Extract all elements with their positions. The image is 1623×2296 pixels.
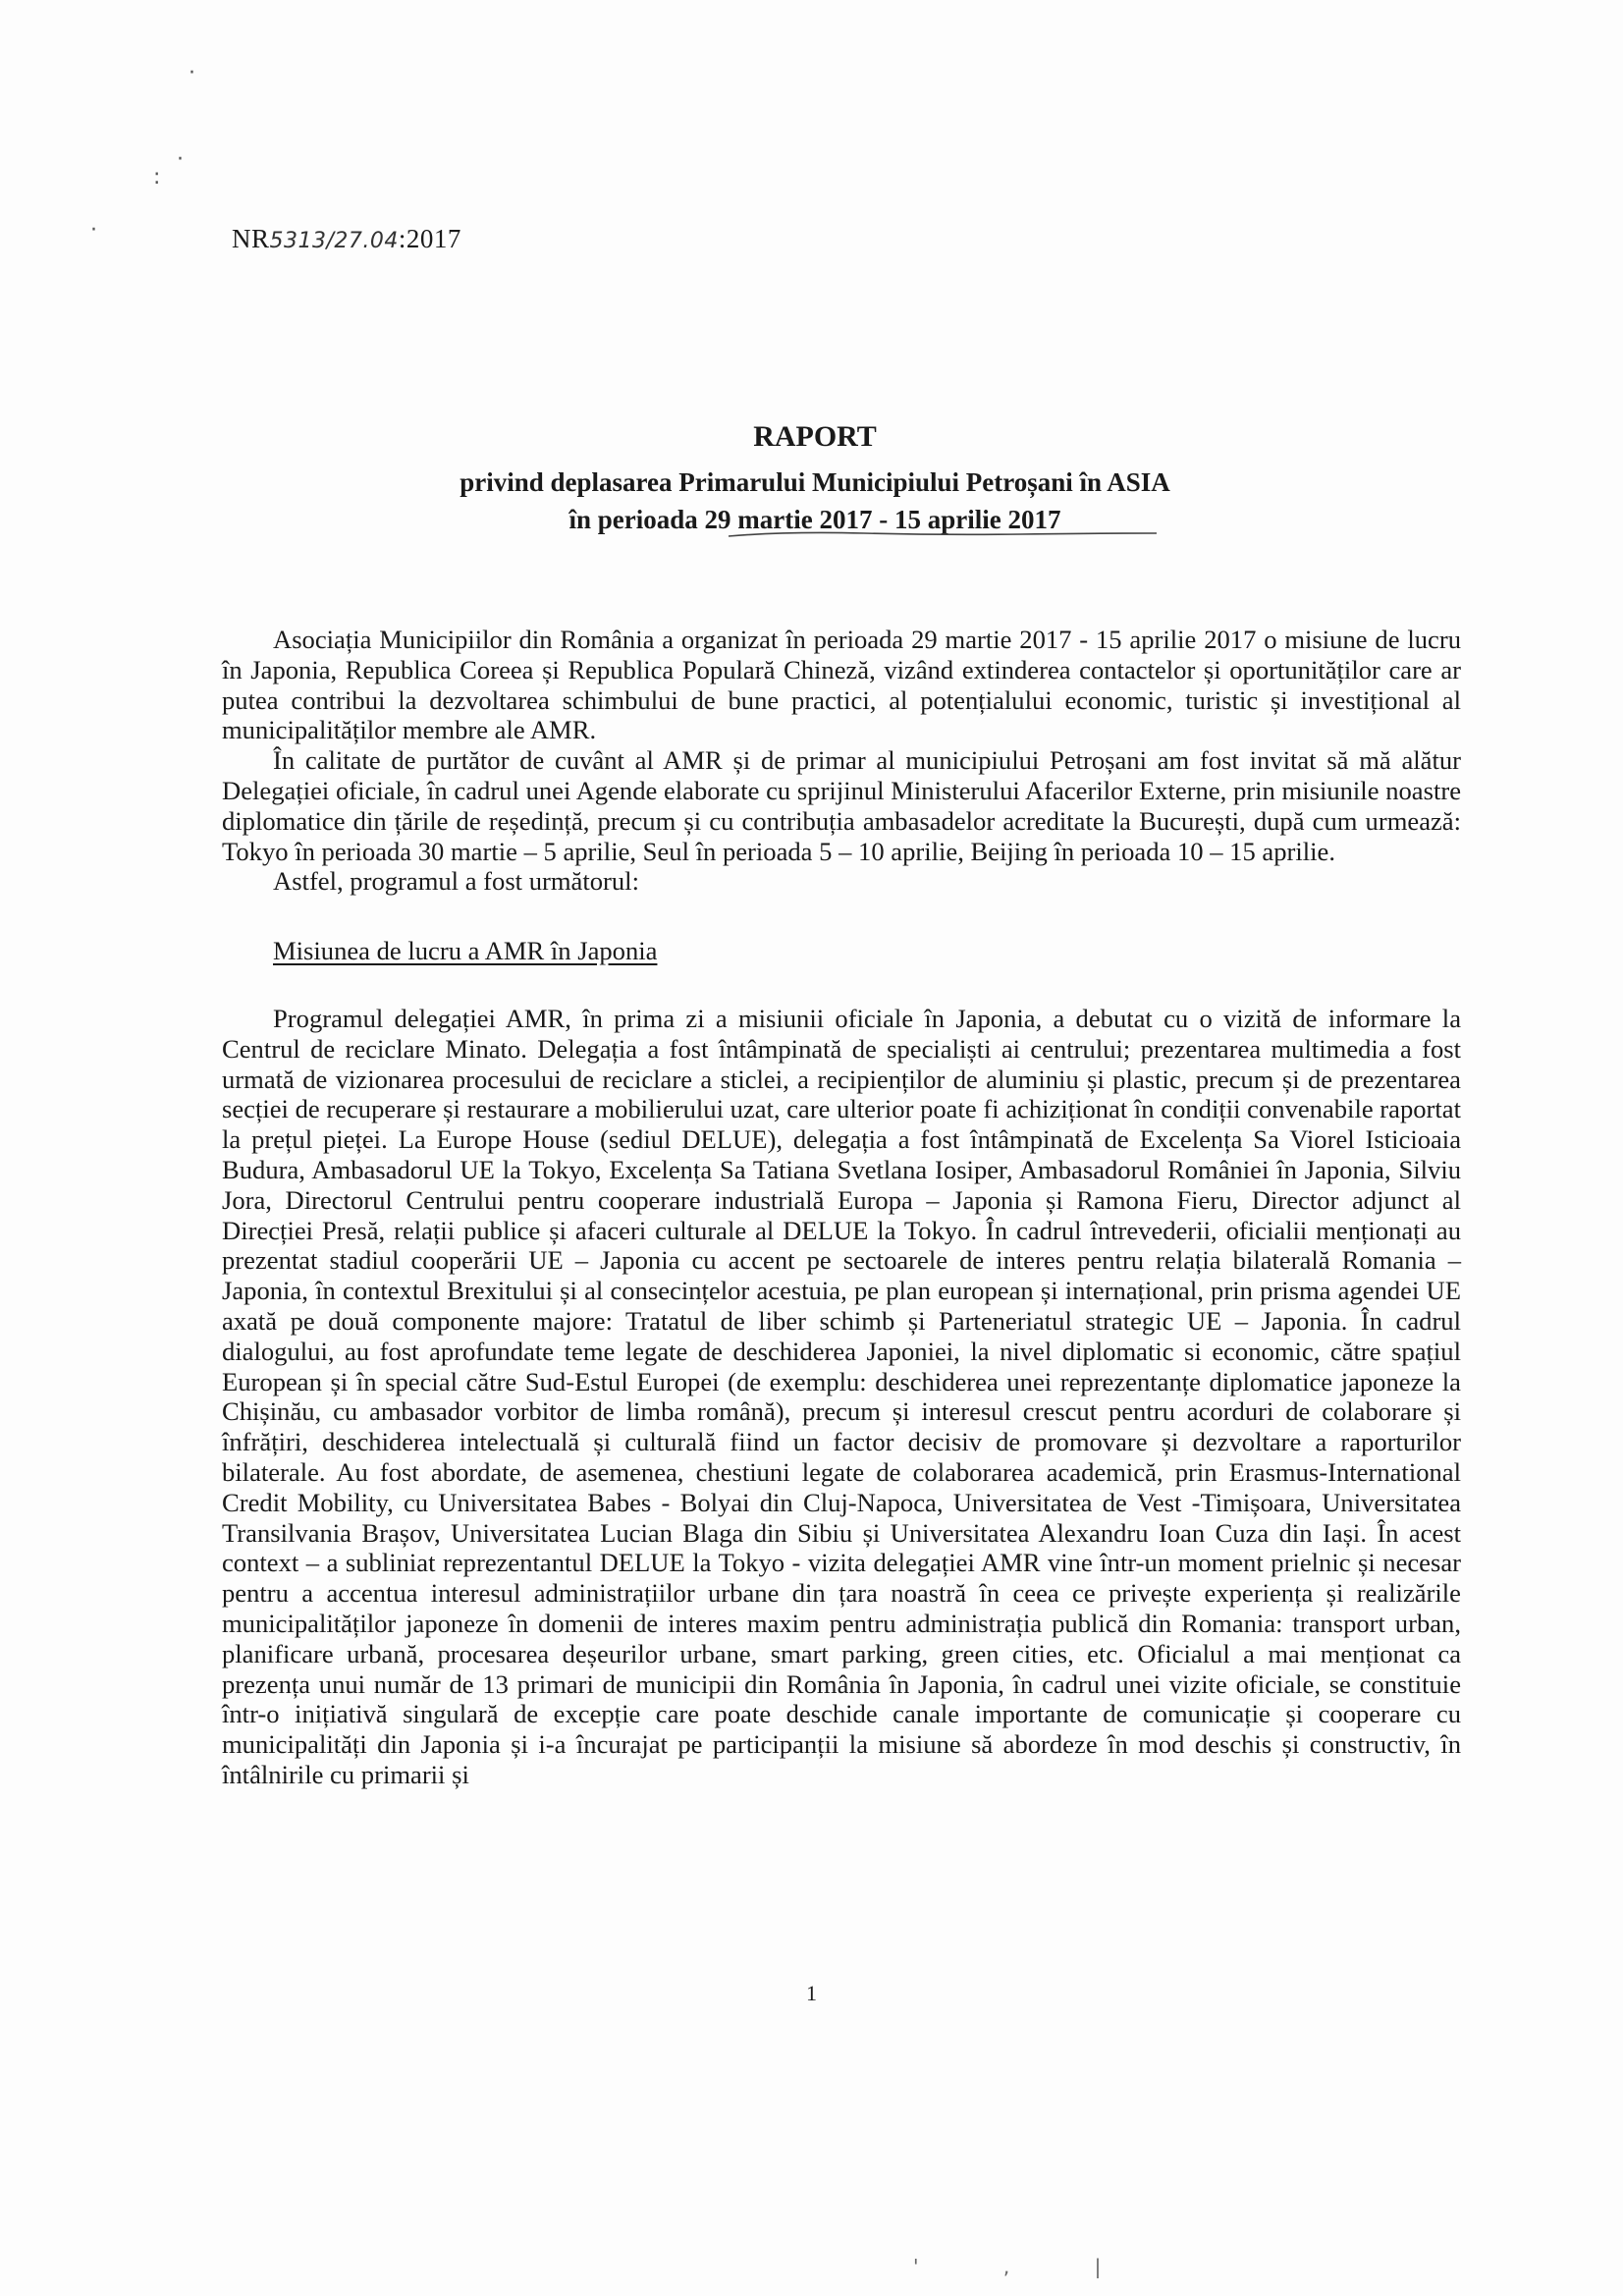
scan-artifact: : [153,165,161,190]
handwritten-underline [727,530,1159,538]
registration-number: NR5313/27.04:2017 [232,224,461,253]
registration-number-prefix: NR [232,224,270,253]
scan-artifact: · [189,61,195,85]
paragraph: Astfel, programul a fost următorul: [273,866,639,897]
scan-artifact: · [177,147,184,172]
section-heading: Misiunea de lucru a AMR în Japonia [273,936,658,966]
paragraph: În calitate de purtător de cuvânt al AMR și de primar al municipiului Petroșani am fost invitat să mă alătur Delegației oficiale, în cadrul unei Agende elaborate cu sprijinul Ministerului Afacerilor Externe, prin misiunile noastre diplomatice din țările de reședință, precum și cu contribuția ambasadelor acreditate la București, după cum urmează: Tokyo în perioada 30 martie – 5 aprilie, Seul în perioada 5 – 10 aprilie, Beijing în perioada 10 – 15 aprilie. [222,745,1461,866]
registration-number-year: 2017 [406,224,461,253]
document-body [222,625,1461,1790]
paragraph: Programul delegației AMR, în prima zi a misiunii oficiale în Japonia, a debutat cu o vizită de informare la Centrul de reciclare Minato. Delegația a fost întâmpinată de specialiști ai centrului; prezentarea multimedia a fost urmată de vizionarea procesului de reciclare a sticlei, a recipienților de aluminiu și plastic, precum și de prezentarea secției de recuperare și restaurare a mobilierului uzat, care ulterior poate fi achiziționat în condiții convenabile raportat la prețul pieței. La Europe House (sediul DELUE), delegația a fost întâmpinată de Excelența Sa Viorel Isticioaia Budura, Ambasadorul UE la Tokyo, Excelența Sa Tatiana Svetlana Iosiper, Ambasadorul României în Japonia, Silviu Jora, Directorul Centrului pentru cooperare industrială Europa – Japonia și Ramona Fieru, Director adjunct al Direcției Presă, relații publice și afaceri culturale al DELUE la Tokyo. În cadrul întrevederii, oficialii menționați au prezentat stadiul cooperării UE – Japonia cu accent pe sectoarele de interes pentru relația bilaterală Romania – Japonia, în contextul Brexitului și al consecințelor acestuia, pe plan european și internațional, prin prisma agendei UE axată pe două componente majore: Tratatul de liber schimb și Parteneriatul strategic UE – Japonia. În cadrul dialogului, au fost aprofundate teme legate de deschiderea Japoniei, la nivel diplomatic si economic, către spațiul European și în special către Sud-Estul Europei (de exemplu: deschiderea unei reprezentanțe diplomatice japoneze la Chișinău, cu ambasador vorbitor de limba română), precum și interesul crescut pentru acorduri de colaborare și înfrățiri, deschiderea intelectuală și culturală fiind un factor decisiv de promovare și dezvoltare a raporturilor bilaterale. Au fost abordate, de asemenea, chestiuni legate de colaborarea academică, prin Erasmus-International Credit Mobility, cu Universitatea Babes - Bolyai din Cluj-Napoca, Universitatea de Vest -Timișoara, Universitatea Transilvania Brașov, Universitatea Lucian Blaga din Sibiu și Universitatea Alexandru Ioan Cuza din Iași. În acest context – a subliniat reprezentantul DELUE la Tokyo - vizita delegației AMR vine într-un moment prielnic și necesar pentru a accentua interesul administrațiilor urbane din țara noastră în ceea ce privește experiența și realizările municipalităților japoneze în domenii de interes maxim pentru administrația publică din Romania: transport urban, planificare urbană, procesarea deșeurilor urbane, smart parking, green cities, etc. Oficialul a mai menționat ca prezența unui număr de 13 primari de municipii din România în Japonia, în cadrul unei vizite oficiale, se constituie într-o inițiativă singulară de excepție care poate deschide canale importante de comunicație și cooperare cu municipalități din Japonia și i-a încurajat pe participanții la misiune să abordeze în mod deschis și constructiv, în întâlnirile cu primarii și [222,1003,1461,1789]
document-subtitle-line1: privind deplasarea Primarului Municipiului Petroșani în ASIA [460,467,1170,497]
registration-number-handwritten: 5313/27.04 [269,229,399,253]
scan-artifact: · [90,218,97,243]
scan-artifact: ' , | [913,2255,1141,2278]
paragraph: Asociația Municipiilor din România a organizat în perioada 29 martie 2017 - 15 aprilie 2017 o misiune de lucru în Japonia, Republica Coreea și Republica Populară Chineză, vizând extinderea contactelor și oportunităților care ar putea contribui la dezvoltarea schimbului de bune practici, al potențialului economic, turistic și investițional al municipalităților membre ale AMR. [222,625,1461,745]
document-title: RAPORT [753,420,877,453]
page-number: 1 [806,1981,817,2005]
document-header [295,420,1335,538]
document-subtitle-line2: în perioada 29 martie 2017 - 15 aprilie 2017 [568,505,1061,534]
